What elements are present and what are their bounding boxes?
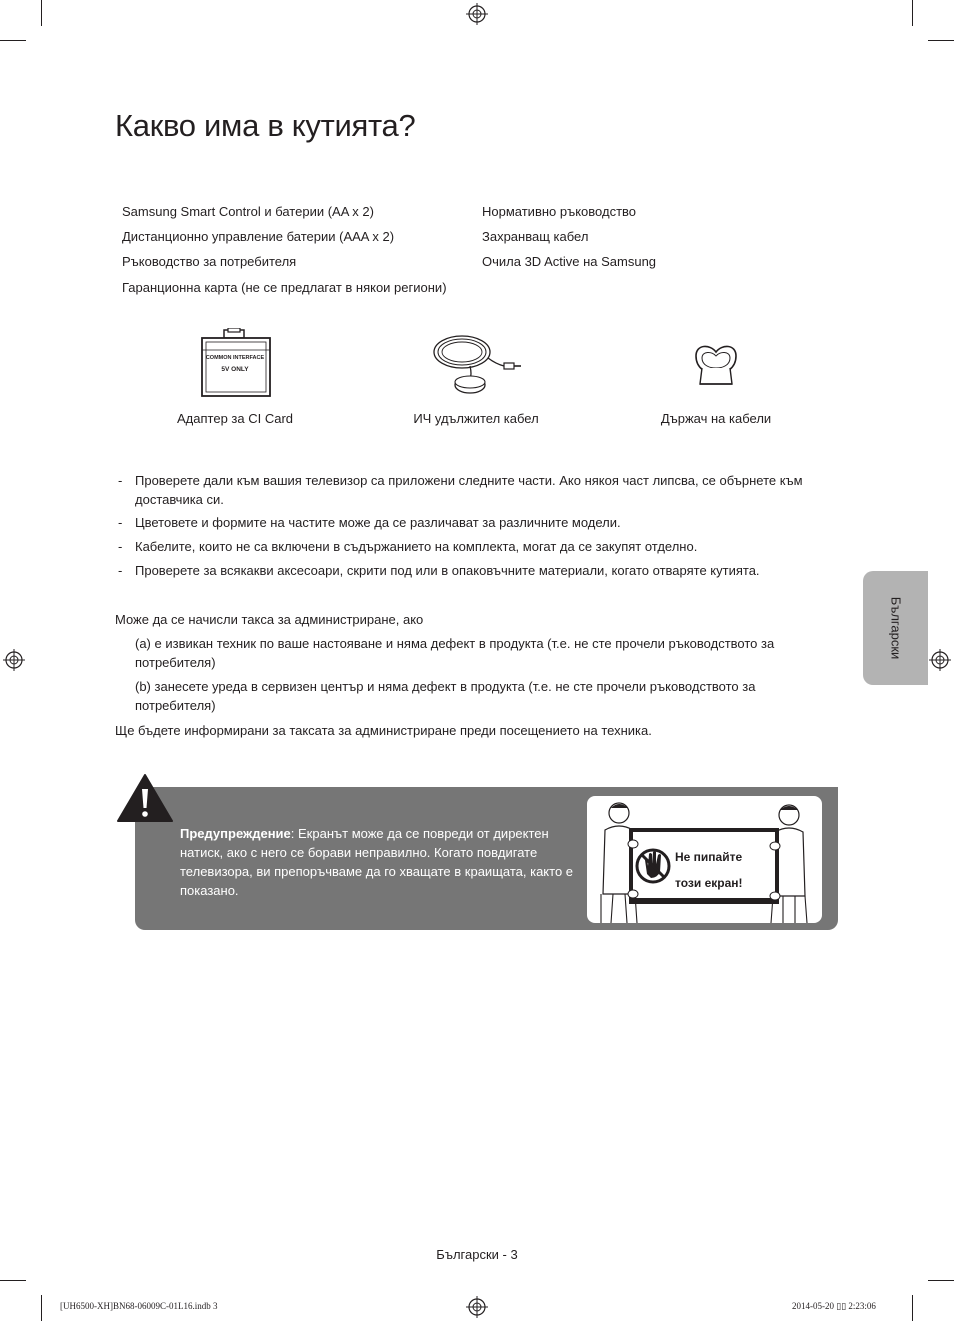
registration-mark-icon: [466, 3, 488, 25]
card-label-line2: 5V ONLY: [221, 366, 249, 373]
crop-mark: [41, 0, 42, 26]
note-item: [118, 513, 838, 532]
footer-timestamp: 2014-05-20 ▯▯ 2:23:06: [792, 1301, 876, 1311]
note-item: [118, 471, 838, 509]
registration-mark-icon: [466, 1296, 488, 1318]
contents-item: Ръководство за потребителя: [122, 254, 297, 269]
crop-mark: [0, 1280, 26, 1281]
ir-extender-cable-icon: [430, 330, 522, 396]
note-dash: -: [118, 539, 123, 554]
note-dash: -: [118, 563, 123, 578]
admin-case: (b) занесете уреда в сервизен център и няма дефект в продукта (т.е. не сте прочели ръководството за потребителя): [135, 679, 756, 713]
contents-item: Очила 3D Active на Samsung: [482, 254, 657, 269]
contents-item: Дистанционно управление батерии (AAA x 2): [122, 229, 395, 244]
tv-handling-illustration: [587, 796, 822, 923]
warning-text: [180, 824, 575, 900]
ci-card-adapter-icon: [198, 328, 273, 400]
sign-line: Не пипайте: [675, 850, 743, 864]
note-text: Цветовете и формите на частите може да се различават за различните модели.: [135, 515, 621, 530]
crop-mark: [0, 40, 26, 41]
footer-file-name: [UH6500-XH]BN68-06009C-01L16.indb 3: [60, 1301, 218, 1311]
admin-intro: Може да се начисли такса за администриране, ако: [115, 612, 424, 627]
language-side-tab: [863, 571, 928, 685]
registration-mark-icon: [929, 649, 951, 671]
contents-item: Гаранционна карта (не се предлагат в някои региони): [122, 280, 447, 295]
admin-outro: Ще бъдете информирани за таксата за администриране преди посещението на техника.: [115, 723, 652, 738]
crop-mark: [928, 1280, 954, 1281]
warning-label: Предупреждение: [180, 826, 291, 841]
accessory-label: Държач на кабели: [660, 411, 772, 426]
sign-line: този екран!: [675, 876, 743, 890]
side-tab-label: Български: [888, 596, 903, 660]
note-text: Проверете за всякакви аксесоари, скрити под или в опаковъчните материали, когато отваряте кутията.: [135, 563, 760, 578]
card-label-line1: COMMON INTERFACE: [205, 355, 265, 361]
crop-mark: [41, 1295, 42, 1321]
crop-mark: [912, 1295, 913, 1321]
page-number: Български - 3: [436, 1247, 518, 1262]
note-dash: -: [118, 515, 123, 530]
registration-mark-icon: [3, 649, 25, 671]
crop-mark: [928, 40, 954, 41]
accessory-label: Адаптер за CI Card: [177, 411, 293, 426]
warning-triangle-icon: [116, 773, 174, 823]
crop-mark: [912, 0, 913, 26]
contents-item: Захранващ кабел: [482, 229, 589, 244]
contents-item: Samsung Smart Control и батерии (AA x 2): [122, 204, 374, 219]
accessory-label: ИЧ удължител кабел: [413, 411, 539, 426]
note-text: Кабелите, които не са включени в съдържанието на комплекта, могат да се закупят отделно.: [135, 539, 698, 554]
note-text: Проверете дали към вашия телевизор са приложени следните части. Ако някоя част липсва, се обърнете към доставчика си.: [135, 473, 803, 507]
page-title: Какво има в кутията?: [115, 108, 416, 143]
contents-item: Нормативно ръководство: [482, 204, 637, 219]
cable-holder-icon: [690, 340, 742, 390]
admin-case: (a) е извикан техник по ваше настояване и няма дефект в продукта (т.е. не сте прочели ръководството за потребителя): [135, 636, 775, 670]
note-item: [118, 537, 838, 556]
do-not-touch-sign: [675, 844, 743, 896]
warning-body: : Екранът може да се повреди от директен натиск, ако с него се борави неправилно. Когато повдигате телевизора, ви препоръчваме да го хващате в краищата, както е показано.: [180, 826, 574, 898]
note-dash: -: [118, 473, 123, 488]
note-item: [118, 561, 838, 580]
